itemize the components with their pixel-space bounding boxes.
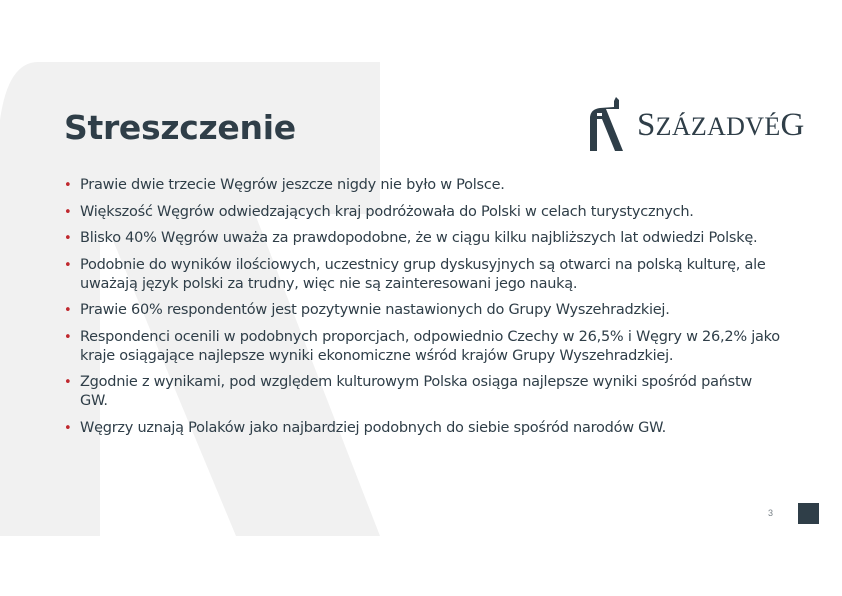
bullet-item: • Respondenci ocenili w podobnych proporcjach, odpowiednio Czechy w 26,5% i Węgry w 26,2% jako kraje osiągające najlepsze wyniki ekonomiczne wśród krajów Grupy Wyszehradzkiej. bbox=[64, 328, 784, 366]
bullet-item: • Blisko 40% Węgrów uważa za prawdopodobne, że w ciągu kilku najbliższych lat odwiedzi Polskę. bbox=[64, 229, 784, 248]
corner-decoration bbox=[798, 503, 819, 524]
summary-bullet-list bbox=[64, 176, 784, 445]
bullet-item: • Prawie 60% respondentów jest pozytywnie nastawionych do Grupy Wyszehradzkiej. bbox=[64, 301, 784, 320]
page-title: Streszczenie bbox=[64, 108, 296, 147]
bullet-item: • Prawie dwie trzecie Węgrów jeszcze nigdy nie było w Polsce. bbox=[64, 176, 784, 195]
bullet-item: • Większość Węgrów odwiedzających kraj podróżowała do Polski w celach turystycznych. bbox=[64, 203, 784, 222]
bullet-item: • Podobnie do wyników ilościowych, uczestnicy grup dyskusyjnych są otwarci na polską kulturę, ale uważają język polski za trudny, więc nie są zainteresowani jego nauką. bbox=[64, 256, 784, 294]
page-number: 3 bbox=[768, 508, 774, 518]
bullet-item: • Węgrzy uznają Polaków jako najbardziej podobnych do siebie spośród narodów GW. bbox=[64, 419, 784, 438]
logo-wordmark: SZÁZADVÉG bbox=[637, 107, 805, 143]
szazadveg-logo-icon bbox=[588, 97, 628, 153]
bullet-item: • Zgodnie z wynikami, pod względem kulturowym Polska osiąga najlepsze wyniki spośród państw GW. bbox=[64, 373, 784, 411]
szazadveg-logo bbox=[588, 97, 823, 155]
